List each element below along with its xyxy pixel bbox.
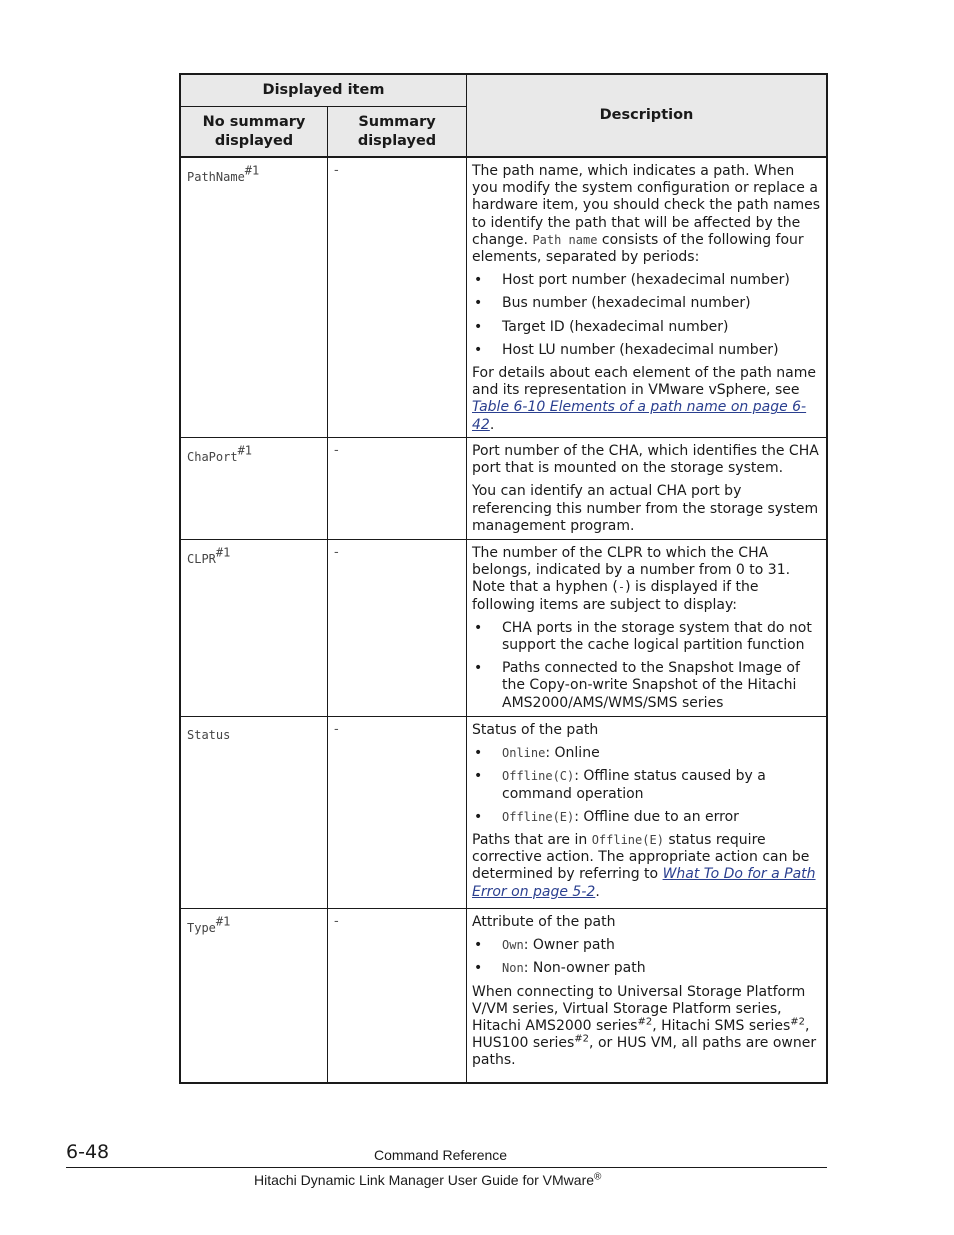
header-description <box>467 75 826 156</box>
item-name-cell <box>187 443 253 465</box>
header-displayed-item-label: Displayed item <box>262 82 385 98</box>
description-paragraph: You can identify an actual CHA port by referencing this number from the storage system management program. <box>472 483 819 534</box>
bullet-list <box>472 272 822 359</box>
list-item <box>472 768 822 802</box>
bullet-list <box>472 745 822 826</box>
list-item <box>472 937 822 954</box>
footnote-ref: #2 <box>574 1033 590 1045</box>
description-text: : Offline due to an error <box>574 808 739 825</box>
code-term: Offline(C) <box>502 769 575 784</box>
description-cell <box>472 545 822 718</box>
book-title-text: Hitachi Dynamic Link Manager User Guide for VMware <box>254 1172 595 1188</box>
bullet-list <box>472 620 822 712</box>
section-title: Command Reference <box>374 1147 508 1163</box>
description-paragraph <box>472 984 822 1070</box>
list-item <box>472 809 822 826</box>
list-item: • Host LU number (hexadecimal number) <box>472 342 822 359</box>
description-text: : Owner path <box>523 937 615 954</box>
description-text: The number of the CLPR to which the CHA belongs, indicated by a number from 0 to 31. Note that a hyphen ( <box>472 545 791 596</box>
footnote-ref: #2 <box>790 1016 806 1028</box>
description-text: status require corrective action. The appropriate action can be determined by referring to <box>472 832 810 883</box>
footnote-ref: #1 <box>244 163 260 178</box>
list-item <box>472 745 822 762</box>
header-summary-label: Summary displayed <box>357 113 437 149</box>
footnote-ref: #1 <box>215 545 231 560</box>
description-text: , Hitachi SMS series <box>652 1018 791 1035</box>
footnote-ref: #2 <box>637 1016 653 1028</box>
item-name-cell <box>187 724 230 743</box>
item-name-cell <box>187 914 231 936</box>
list-item: • Paths connected to the Snapshot Image of the Copy-on-write Snapshot of the Hitachi AMS2000/AMS/WMS/SMS series <box>472 660 822 712</box>
book-title <box>254 1172 601 1188</box>
code-term: Non <box>502 961 524 976</box>
cross-reference-link[interactable]: What To Do for a Path Error on page 5-2 <box>472 866 816 900</box>
description-paragraph <box>472 365 822 434</box>
code-term: Offline(E) <box>502 809 575 824</box>
description-text: consists of the following four elements, separated by periods: <box>472 231 804 266</box>
description-text: : Online <box>545 745 600 762</box>
description-text: The path name, which indicates a path. When you modify the system configuration or replace a hardware item, you should check the path names to identify the path that will be affected by the change. <box>472 163 821 248</box>
list-item: • CHA ports in the storage system that do not support the cache logical partition function <box>472 620 822 654</box>
table-row-pathname <box>181 158 327 437</box>
punctuation: . <box>489 416 495 433</box>
description-text: For details about each element of the path name and its representation in VMware vSphere, see <box>472 365 817 399</box>
page-number: 6-48 <box>66 1141 110 1163</box>
punctuation: . <box>595 883 600 900</box>
summary-value: - <box>334 914 339 929</box>
item-name: Type <box>187 921 216 935</box>
code-term: - <box>617 580 626 595</box>
summary-value: - <box>334 722 339 737</box>
summary-value: - <box>334 443 339 458</box>
item-name-cell <box>187 545 231 567</box>
description-text: , or HUS VM, all paths are owner paths. <box>472 1035 817 1069</box>
list-item: • Target ID (hexadecimal number) <box>472 319 822 336</box>
description-paragraph <box>472 163 822 266</box>
list-item: • Bus number (hexadecimal number) <box>472 295 822 312</box>
description-text: : Offline status caused by a command operation <box>502 768 766 802</box>
footer-divider <box>66 1167 827 1168</box>
item-name: PathName <box>187 170 245 184</box>
divider <box>466 75 467 1082</box>
header-description-label: Description <box>599 107 694 123</box>
description-text: When connecting to Universal Storage Platform V/VM series, Virtual Storage Platform series, Hitachi AMS2000 series <box>472 983 806 1035</box>
description-cell <box>472 443 822 541</box>
list-item: • Host port number (hexadecimal number) <box>472 272 822 289</box>
registered-mark: ® <box>594 1171 602 1183</box>
code-term: Online <box>502 746 546 761</box>
command-reference-table <box>179 73 828 1084</box>
divider <box>181 908 826 909</box>
divider <box>181 106 466 107</box>
description-text: , HUS100 series <box>472 1018 810 1052</box>
summary-value: - <box>334 545 339 560</box>
description-paragraph: Port number of the CHA, which identifies the CHA port that is mounted on the storage system. <box>472 443 819 477</box>
description-paragraph <box>472 832 822 901</box>
description-cell <box>472 722 822 907</box>
header-no-summary-label: No summary displayed <box>202 113 306 149</box>
description-text: ) is displayed if the following items are subject to display: <box>472 579 759 613</box>
description-text: : Non-owner path <box>523 960 646 977</box>
code-term: Offline(E) <box>591 833 664 848</box>
item-name-cell <box>187 163 260 185</box>
item-name: ChaPort <box>187 450 238 464</box>
description-paragraph <box>472 545 822 614</box>
code-term: Own <box>502 938 524 953</box>
footnote-ref: #1 <box>237 443 253 458</box>
summary-value: - <box>334 163 339 178</box>
header-displayed-item <box>181 75 466 106</box>
item-name: CLPR <box>187 552 216 566</box>
divider <box>327 107 328 1082</box>
code-term: Path name <box>532 232 598 247</box>
description-paragraph: Attribute of the path <box>472 914 616 930</box>
description-text: Paths that are in <box>472 832 588 849</box>
cross-reference-link[interactable]: Table 6-10 Elements of a path name on page 6-42 <box>472 399 807 433</box>
item-name: Status <box>187 728 231 742</box>
bullet-list <box>472 937 822 977</box>
description-cell <box>472 914 822 1076</box>
list-item <box>472 960 822 977</box>
header-summary <box>328 107 466 156</box>
header-no-summary <box>181 107 327 156</box>
description-cell <box>472 163 822 440</box>
footnote-ref: #1 <box>215 914 231 929</box>
description-paragraph: Status of the path <box>472 722 599 738</box>
